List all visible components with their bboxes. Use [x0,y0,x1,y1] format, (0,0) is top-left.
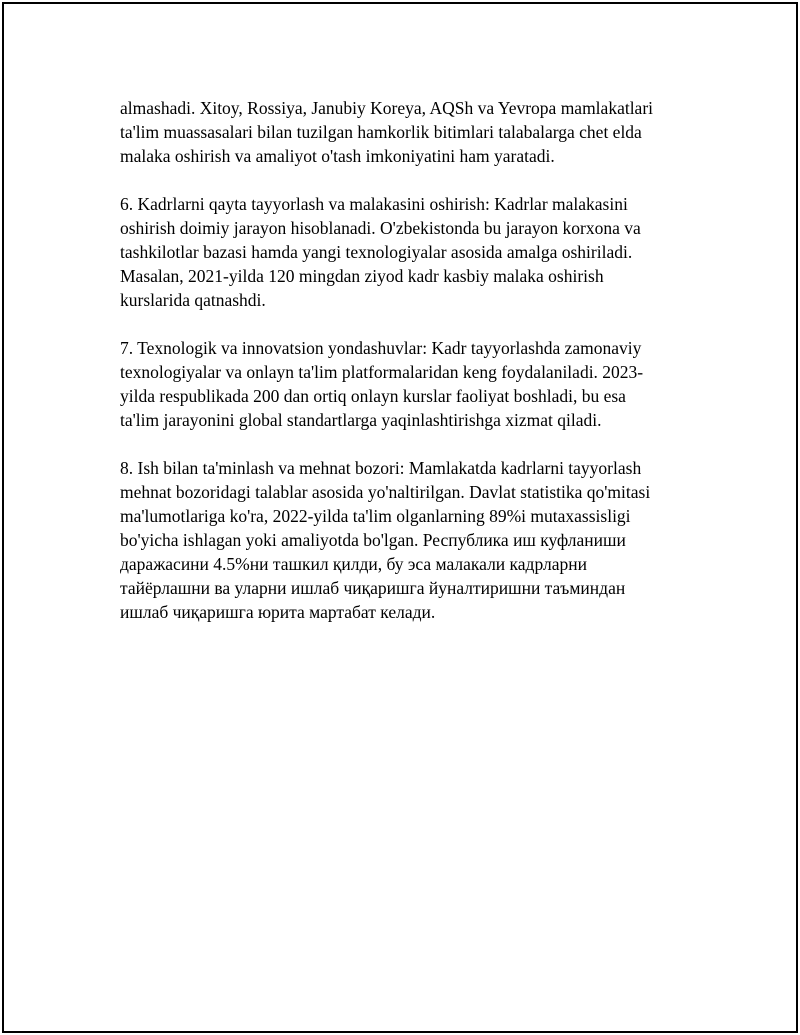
paragraph-7-technology: 7. Texnologik va innovatsion yondashuvlar: Kadr tayyorlashda zamonaviy texnologiyalar va onlayn ta'lim platformalaridan keng foydalaniladi. 2023- yilda respublikada 200 dan ortiq onlayn kurslar faoliyat boshladi, bu esa ta'lim jarayonini global standartlarga yaqinlashtirishga xizmat qiladi. [120,338,644,430]
paragraph-8-employment: 8. Ish bilan ta'minlash va mehnat bozori: Mamlakatda kadrlarni tayyorlash mehnat bozoridagi talablar asosida yo'naltirilgan. Davlat statistika qo'mitasi ma'lumotlariga ko'ra, 2022-yilda ta'lim olganlarning 89%i mutaxassisligi bo'yicha ishlagan yoki amaliyotda bo'lgan. Республика иш куфланиши даражасини 4.5%ни ташкил қилди, бу эса малакали кадрларни тайёрлашни ва уларни ишлаб чиқаришга йуналтиришни таъминдан ишлаб чиқаришга юрита мартабат келади. [120,458,651,622]
document-body [120,96,700,648]
paragraph-continuation: almashadi. Xitoy, Rossiya, Janubiy Koreya, AQSh va Yevropa mamlakatlari ta'lim muassasalari bilan tuzilgan hamkorlik bitimlari talabalarga chet elda malaka oshirish va amaliyot o'tash imkoniyatini ham yaratadi. [120,98,654,166]
document-page [2,2,798,1033]
paragraph-6-retraining: 6. Kadrlarni qayta tayyorlash va malakasini oshirish: Kadrlar malakasini oshirish doimiy jarayon hisoblanadi. O'zbekistonda bu jarayon korxona va tashkilotlar bazasi hamda yangi texnologiyalar asosida amalga oshiriladi. Masalan, 2021-yilda 120 mingdan ziyod kadr kasbiy malaka oshirish kurslarida qatnashdi. [120,194,641,310]
